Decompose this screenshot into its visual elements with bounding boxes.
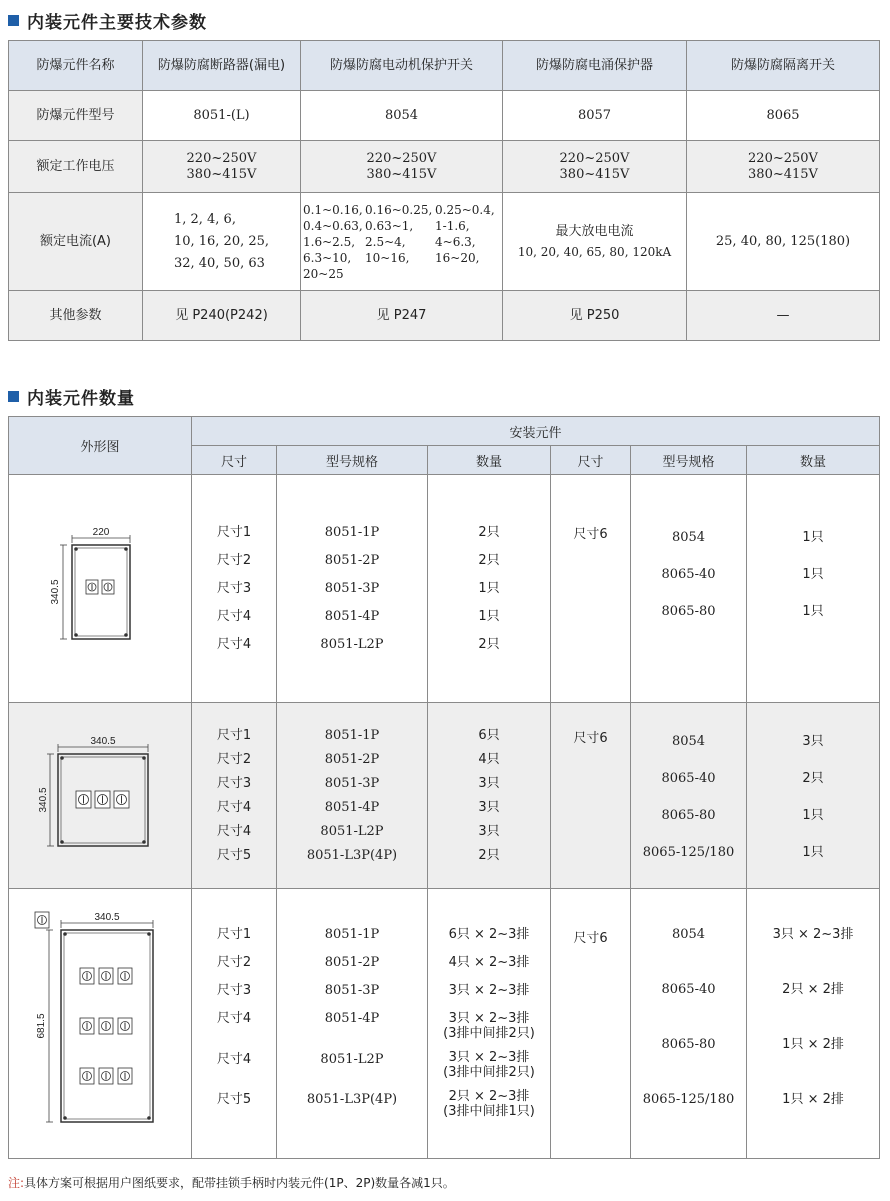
breaker-icon xyxy=(86,580,98,594)
table-cell: 见 P250 xyxy=(503,291,687,341)
table-cell: 8051-1P 8051-2P 8051-3P 8051-4P 8051-L2P 8051-L3P(4P) xyxy=(277,889,428,1159)
table-cell: 最大放电电流 10, 20, 40, 65, 80, 120kA xyxy=(503,193,687,291)
table-cell: 2只 2只 1只 1只 2只 xyxy=(428,475,551,703)
row-label: 额定工作电压 xyxy=(9,141,143,193)
table-cell: 1只 1只 1只 xyxy=(747,475,880,703)
outline-drawing-cell xyxy=(9,475,192,703)
header-cell: 防爆防腐电动机保护开关 xyxy=(301,41,503,91)
table-row xyxy=(9,703,880,889)
table-row xyxy=(9,291,880,341)
table-row xyxy=(9,475,880,703)
header-cell: 防爆元件名称 xyxy=(9,41,143,91)
breaker-icon xyxy=(99,968,113,984)
section-title-quantity: 内装元件数量 xyxy=(8,384,135,408)
table-cell: 8051-1P 8051-2P 8051-3P 8051-4P 8051-L2P xyxy=(277,475,428,703)
dim-height-label: 340.5 xyxy=(50,578,61,605)
row-label: 防爆元件型号 xyxy=(9,91,143,141)
row-label: 其他参数 xyxy=(9,291,143,341)
row-label: 额定电流(A) xyxy=(9,193,143,291)
table-cell: 3只 × 2~3排 2只 × 2排 1只 × 2排 1只 × 2排 xyxy=(747,889,880,1159)
breaker-icon xyxy=(102,580,114,594)
breaker-icon xyxy=(35,912,49,928)
breaker-icon xyxy=(80,1018,94,1034)
table-row xyxy=(9,41,880,91)
tech-params-table xyxy=(8,40,880,341)
breaker-icon xyxy=(99,1018,113,1034)
table-cell: 8065 xyxy=(687,91,880,141)
table-cell: 见 P240(P242) xyxy=(143,291,301,341)
header-cell: 防爆防腐断路器(漏电) xyxy=(143,41,301,91)
table-cell: 1, 2, 4, 6, 10, 16, 20, 25, 32, 40, 50, 63 xyxy=(143,193,301,291)
breaker-icon xyxy=(114,791,129,808)
table-cell: 8054 8065-40 8065-80 8065-125/180 xyxy=(631,703,747,889)
header-cell: 防爆防腐电涌保护器 xyxy=(503,41,687,91)
header-cell: 型号规格 xyxy=(631,446,747,475)
table-cell: 尺寸1 尺寸2 尺寸3 尺寸4 尺寸4 xyxy=(192,475,277,703)
enclosure-drawing-small xyxy=(50,527,150,647)
breaker-icon xyxy=(95,791,110,808)
header-cell: 防爆防腐隔离开关 xyxy=(687,41,880,91)
dim-height-label: 681.5 xyxy=(36,1012,47,1039)
header-cell: 尺寸 xyxy=(192,446,277,475)
table-row xyxy=(9,91,880,141)
table-cell: 8051-(L) xyxy=(143,91,301,141)
header-cell: 型号规格 xyxy=(277,446,428,475)
table-cell: 8054 xyxy=(301,91,503,141)
table-cell: 6只 4只 3只 3只 3只 2只 xyxy=(428,703,551,889)
table-cell: 0.1~0.16, 0.16~0.25, 0.25~0.4, 0.4~0.63, 0.63~1, 1-1.6, 1.6~2.5, 2.5~4, 4~6.3, 6.3~10, 10~16, 16~20, 20~25 xyxy=(301,193,503,291)
table-cell: 尺寸6 xyxy=(551,475,631,703)
header-cell: 安装元件 xyxy=(192,417,880,446)
breaker-icon xyxy=(80,1068,94,1084)
table-cell: 尺寸6 xyxy=(551,703,631,889)
table-row xyxy=(9,417,880,446)
section-marker-icon xyxy=(8,15,19,26)
breaker-icon xyxy=(76,791,91,808)
outline-drawing-cell xyxy=(9,889,192,1159)
table-row xyxy=(9,889,880,1159)
table-cell: 见 P247 xyxy=(301,291,503,341)
table-cell: 尺寸1 尺寸2 尺寸3 尺寸4 尺寸4 尺寸5 xyxy=(192,889,277,1159)
table-row xyxy=(9,141,880,193)
table-cell: 8057 xyxy=(503,91,687,141)
component-quantity-table xyxy=(8,416,880,1159)
enclosure-drawing-large xyxy=(35,912,165,1132)
dim-width-label: 340.5 xyxy=(94,911,120,923)
breaker-icon xyxy=(99,1068,113,1084)
table-cell: 6只 × 2~3排 4只 × 2~3排 3只 × 2~3排 3只 × 2~3排 (3排中间排2只) 3只 × 2~3排 (3排中间排2只) 2只 × 2~3排 (3排中间排1只) xyxy=(428,889,551,1159)
breaker-icon xyxy=(118,1068,132,1084)
footnote: 注:具体方案可根据用户图纸要求，配带挂锁手柄时内装元件(1P、2P)数量各减1只。 xyxy=(8,1176,455,1190)
header-cell: 数量 xyxy=(428,446,551,475)
dim-width-label: 220 xyxy=(92,526,110,538)
section-title-tech-params: 内装元件主要技术参数 xyxy=(8,8,207,32)
header-cell: 数量 xyxy=(747,446,880,475)
table-cell: 尺寸6 xyxy=(551,889,631,1159)
dim-height-label: 340.5 xyxy=(38,786,49,813)
enclosure-drawing-medium xyxy=(40,734,160,854)
table-cell: 25, 40, 80, 125(180) xyxy=(687,193,880,291)
table-cell: — xyxy=(687,291,880,341)
breaker-icon xyxy=(118,1018,132,1034)
header-cell: 尺寸 xyxy=(551,446,631,475)
table-cell: 8054 8065-40 8065-80 xyxy=(631,475,747,703)
table-cell: 尺寸1 尺寸2 尺寸3 尺寸4 尺寸4 尺寸5 xyxy=(192,703,277,889)
section-marker-icon xyxy=(8,391,19,402)
table-cell: 220~250V 380~415V xyxy=(503,141,687,193)
breaker-icon xyxy=(118,968,132,984)
table-row xyxy=(9,193,880,291)
table-cell: 8051-1P 8051-2P 8051-3P 8051-4P 8051-L2P 8051-L3P(4P) xyxy=(277,703,428,889)
table-cell: 220~250V 380~415V xyxy=(687,141,880,193)
table-cell: 8054 8065-40 8065-80 8065-125/180 xyxy=(631,889,747,1159)
outline-drawing-cell xyxy=(9,703,192,889)
table-cell: 220~250V 380~415V xyxy=(301,141,503,193)
table-cell: 3只 2只 1只 1只 xyxy=(747,703,880,889)
table-cell: 220~250V 380~415V xyxy=(143,141,301,193)
header-cell: 外形图 xyxy=(9,417,192,475)
breaker-icon xyxy=(80,968,94,984)
dim-width-label: 340.5 xyxy=(90,735,116,747)
